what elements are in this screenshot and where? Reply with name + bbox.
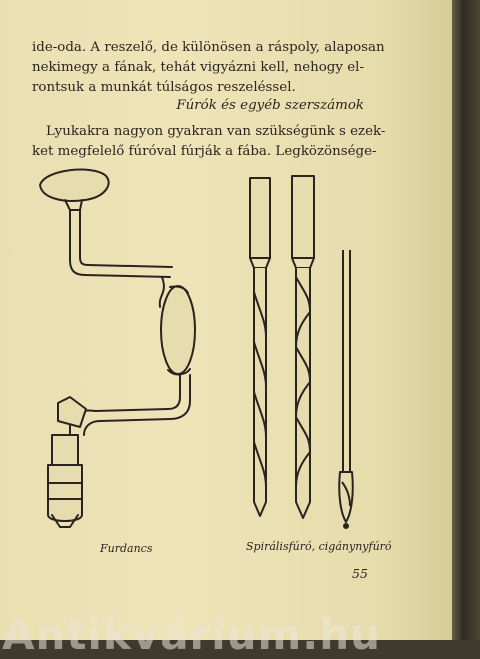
text-line: rontsuk a munkát túlságos reszeléssel. bbox=[32, 80, 296, 95]
page-number: 55 bbox=[352, 566, 368, 581]
text-line: nekimegy a fának, tehát vigyázni kell, nehogy el- bbox=[32, 60, 364, 75]
paragraph-1 bbox=[32, 38, 385, 98]
drill-bits-illustration bbox=[240, 172, 370, 532]
text-line: Lyukakra nagyon gyakran van szükségünk s ezek- bbox=[46, 124, 386, 139]
watermark: Antikvárium.hu bbox=[2, 610, 382, 659]
caption-brace: Furdancs bbox=[100, 542, 153, 555]
brace-illustration bbox=[30, 165, 210, 540]
caption-bits: Spirálisfúró, cigánynyfúró bbox=[246, 540, 392, 553]
text-line: ket megfelelő fúróval fúrják a fába. Legközönsége- bbox=[32, 144, 377, 159]
text-line: ide-oda. A reszelő, de különösen a ráspoly, alaposan bbox=[32, 40, 385, 55]
paragraph-2 bbox=[32, 122, 386, 162]
section-heading: Fúrók és egyéb szerszámok bbox=[176, 98, 364, 113]
book-edge bbox=[452, 0, 480, 640]
